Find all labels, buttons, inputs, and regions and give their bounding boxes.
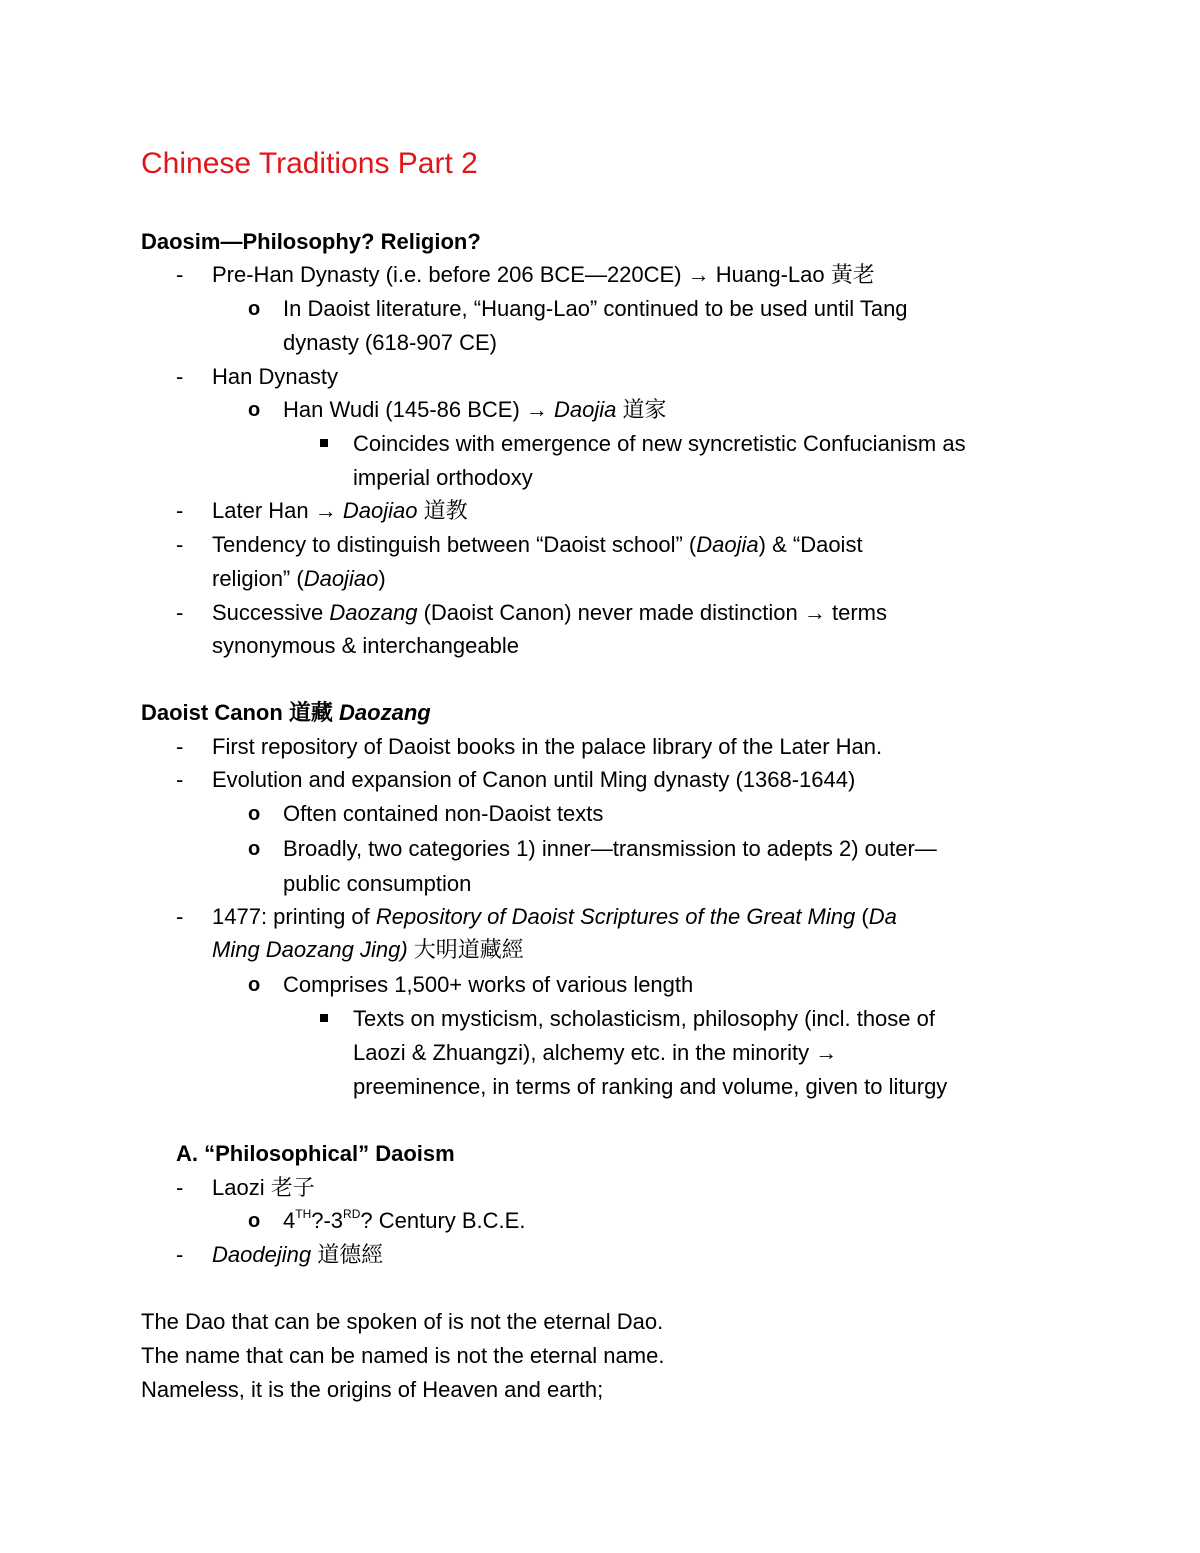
- bullet-tendency-2: religion” (Daojiao): [212, 566, 386, 591]
- bullet-daodejing: Daodejing 道德經: [212, 1242, 384, 1267]
- dash-marker: -: [176, 904, 184, 929]
- bullet-1477-printing-1: 1477: printing of Repository of Daoist Scriptures of the Great Ming (Da: [212, 904, 897, 929]
- bullet-successive-1: Successive Daozang (Daoist Canon) never made distinction → terms: [212, 600, 887, 625]
- circle-marker: o: [248, 838, 261, 860]
- circle-marker: o: [248, 298, 261, 320]
- sub-sub-bullet-syncretistic-2: imperial orthodoxy: [353, 465, 533, 490]
- dash-marker: -: [176, 262, 184, 287]
- sub-bullet-comprises: Comprises 1,500+ works of various length: [283, 972, 694, 997]
- sub-bullet-century: 4TH?-3RD? Century B.C.E.: [283, 1207, 526, 1233]
- bullet-pre-han: Pre-Han Dynasty (i.e. before 206 BCE—220CE) → Huang-Lao 黃老: [212, 262, 875, 287]
- sub-sub-bullet-texts-1: Texts on mysticism, scholasticism, philosophy (incl. those of: [353, 1006, 935, 1031]
- sub-bullet-huang-lao-2: dynasty (618-907 CE): [283, 330, 497, 355]
- circle-marker: o: [248, 1210, 261, 1232]
- dash-marker: -: [176, 600, 184, 625]
- dash-marker: -: [176, 364, 184, 389]
- bullet-successive-2: synonymous & interchangeable: [212, 633, 519, 658]
- bullet-evolution: Evolution and expansion of Canon until Ming dynasty (1368-1644): [212, 767, 856, 792]
- bullet-1477-printing-2: Ming Daozang Jing) 大明道藏經: [212, 937, 524, 962]
- sub-sub-bullet-texts-2: Laozi & Zhuangzi), alchemy etc. in the minority →: [353, 1040, 838, 1065]
- circle-marker: o: [248, 974, 261, 996]
- sub-bullet-non-daoist: Often contained non-Daoist texts: [283, 801, 604, 826]
- square-bullet-icon: [320, 1014, 328, 1022]
- dash-marker: -: [176, 498, 184, 523]
- bullet-tendency-1: Tendency to distinguish between “Daoist school” (Daojia) & “Daoist: [212, 532, 863, 557]
- quote-line-3: Nameless, it is the origins of Heaven and earth;: [141, 1377, 604, 1402]
- page-title: Chinese Traditions Part 2: [141, 147, 478, 180]
- dash-marker: -: [176, 532, 184, 557]
- dash-marker: -: [176, 734, 184, 759]
- bullet-first-repository: First repository of Daoist books in the palace library of the Later Han.: [212, 734, 883, 759]
- sub-bullet-huang-lao-1: In Daoist literature, “Huang-Lao” continued to be used until Tang: [283, 296, 908, 321]
- sub-bullet-two-categories-1: Broadly, two categories 1) inner—transmission to adepts 2) outer—: [283, 836, 937, 861]
- dash-marker: -: [176, 1175, 184, 1200]
- sub-sub-bullet-texts-3: preeminence, in terms of ranking and volume, given to liturgy: [353, 1074, 948, 1099]
- circle-marker: o: [248, 399, 261, 421]
- sub-bullet-han-wudi: Han Wudi (145-86 BCE) → Daojia 道家: [283, 397, 667, 422]
- quote-line-1: The Dao that can be spoken of is not the eternal Dao.: [141, 1309, 664, 1334]
- section-heading-philosophical: A. “Philosophical” Daoism: [176, 1141, 455, 1166]
- bullet-laozi: Laozi 老子: [212, 1175, 315, 1200]
- square-bullet-icon: [320, 439, 328, 447]
- circle-marker: o: [248, 803, 261, 825]
- bullet-later-han: Later Han → Daojiao 道教: [212, 498, 468, 523]
- bullet-han-dynasty: Han Dynasty: [212, 364, 338, 389]
- section-heading-canon: Daoist Canon 道藏 Daozang: [141, 700, 431, 725]
- dash-marker: -: [176, 1242, 184, 1267]
- quote-line-2: The name that can be named is not the eternal name.: [141, 1343, 665, 1368]
- section-heading-daoism: Daosim—Philosophy? Religion?: [141, 229, 481, 254]
- sub-bullet-two-categories-2: public consumption: [283, 871, 472, 896]
- dash-marker: -: [176, 767, 184, 792]
- sub-sub-bullet-syncretistic-1: Coincides with emergence of new syncretistic Confucianism as: [353, 431, 966, 456]
